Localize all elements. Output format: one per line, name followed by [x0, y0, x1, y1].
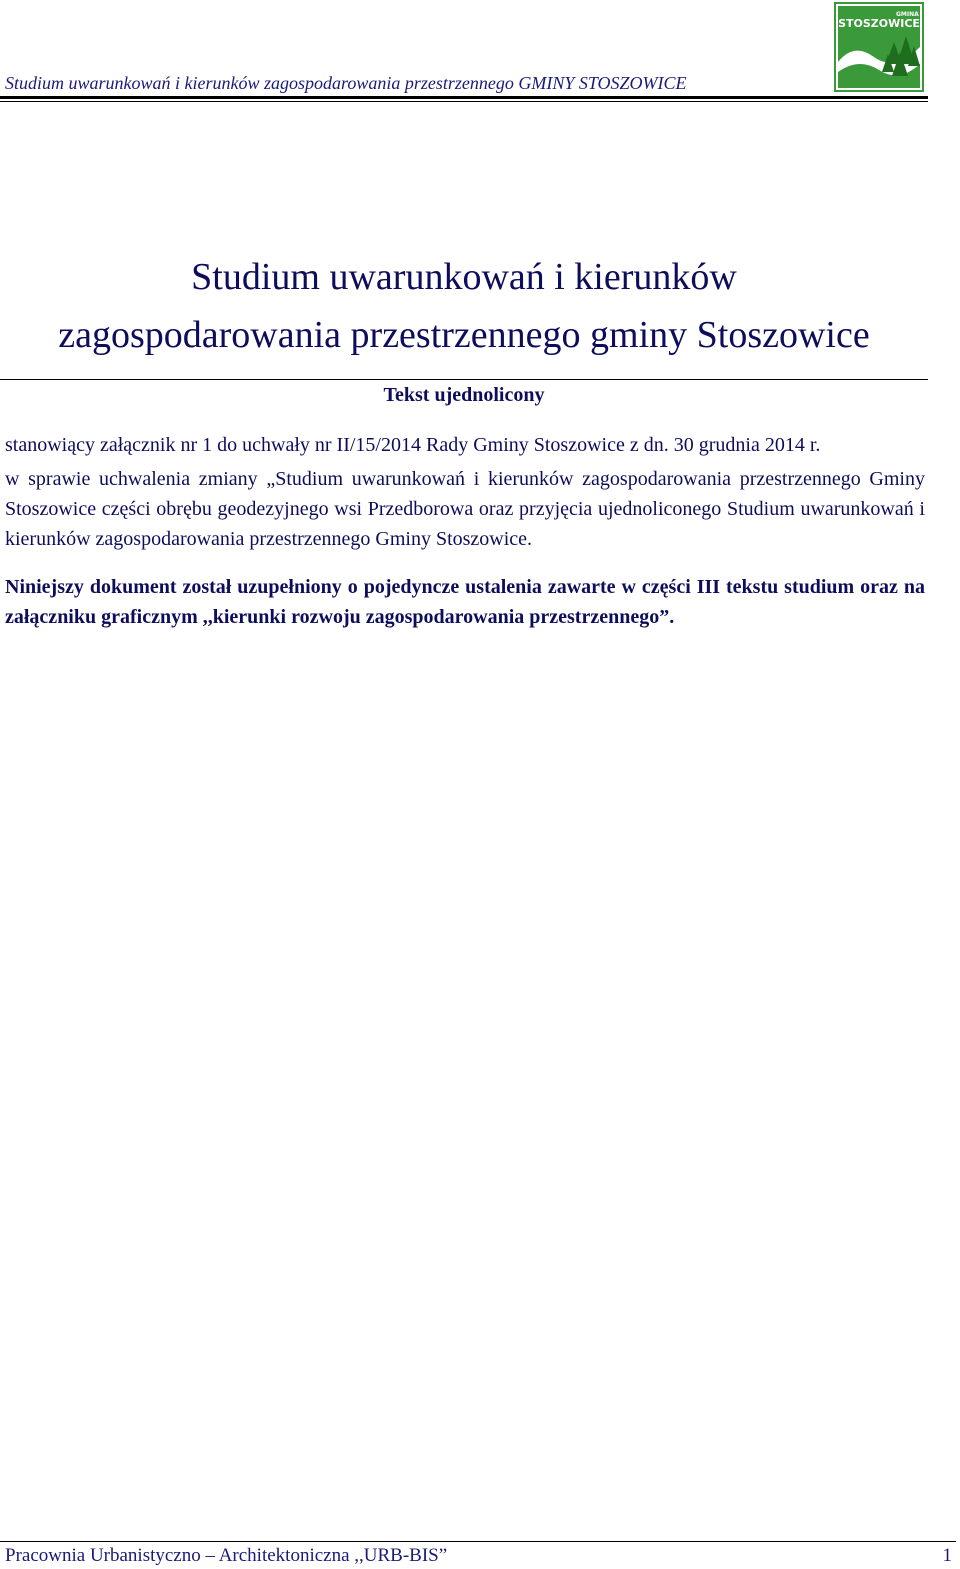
- running-header-title: Studium uwarunkowań i kierunków zagospodarowania przestrzennego GMINY STOSZOWICE: [5, 73, 687, 93]
- header-rule: [0, 96, 928, 99]
- document-title-line1: Studium uwarunkowań i kierunków: [191, 256, 737, 298]
- supplement-note-paragraph: Niniejszy dokument został uzupełniony o pojedyncze ustalenia zawarte w części III tekstu studium oraz na załączniku graficznym ,,kierunki rozwoju zagospodarowania przestrzennego”.: [5, 576, 925, 628]
- resolution-subject-paragraph: w sprawie uchwalenia zmiany „Studium uwarunkowań i kierunków zagospodarowania przestrzennego Gminy Stoszowice części obrębu geodezyjnego wsi Przedborowa oraz przyjęcia ujednoliconego Studium uwarunkowań i kierunków zagospodarowania przestrzennego Gminy Stoszowice.: [5, 468, 925, 550]
- svg-text:GMINA: GMINA: [896, 11, 919, 18]
- svg-text:STOSZOWICE: STOSZOWICE: [838, 17, 920, 30]
- title-rule: [0, 379, 928, 380]
- footer-rule: [0, 1541, 956, 1542]
- document-title: [0, 248, 928, 364]
- footer-company: Pracownia Urbanistyczno – Architektoniczna ,,URB-BIS”: [5, 1545, 448, 1566]
- document-title-line2: zagospodarowania przestrzennego gminy Stoszowice: [58, 314, 870, 356]
- resolution-line: stanowiący załącznik nr 1 do uchwały nr II/15/2014 Rady Gminy Stoszowice z dn. 30 grudnia 2014 r.: [5, 434, 821, 456]
- page-number: 1: [942, 1545, 952, 1566]
- gmina-stoszowice-logo: [834, 2, 924, 92]
- header-rule-thin: [0, 101, 928, 102]
- document-subtitle: Tekst ujednolicony: [383, 384, 545, 406]
